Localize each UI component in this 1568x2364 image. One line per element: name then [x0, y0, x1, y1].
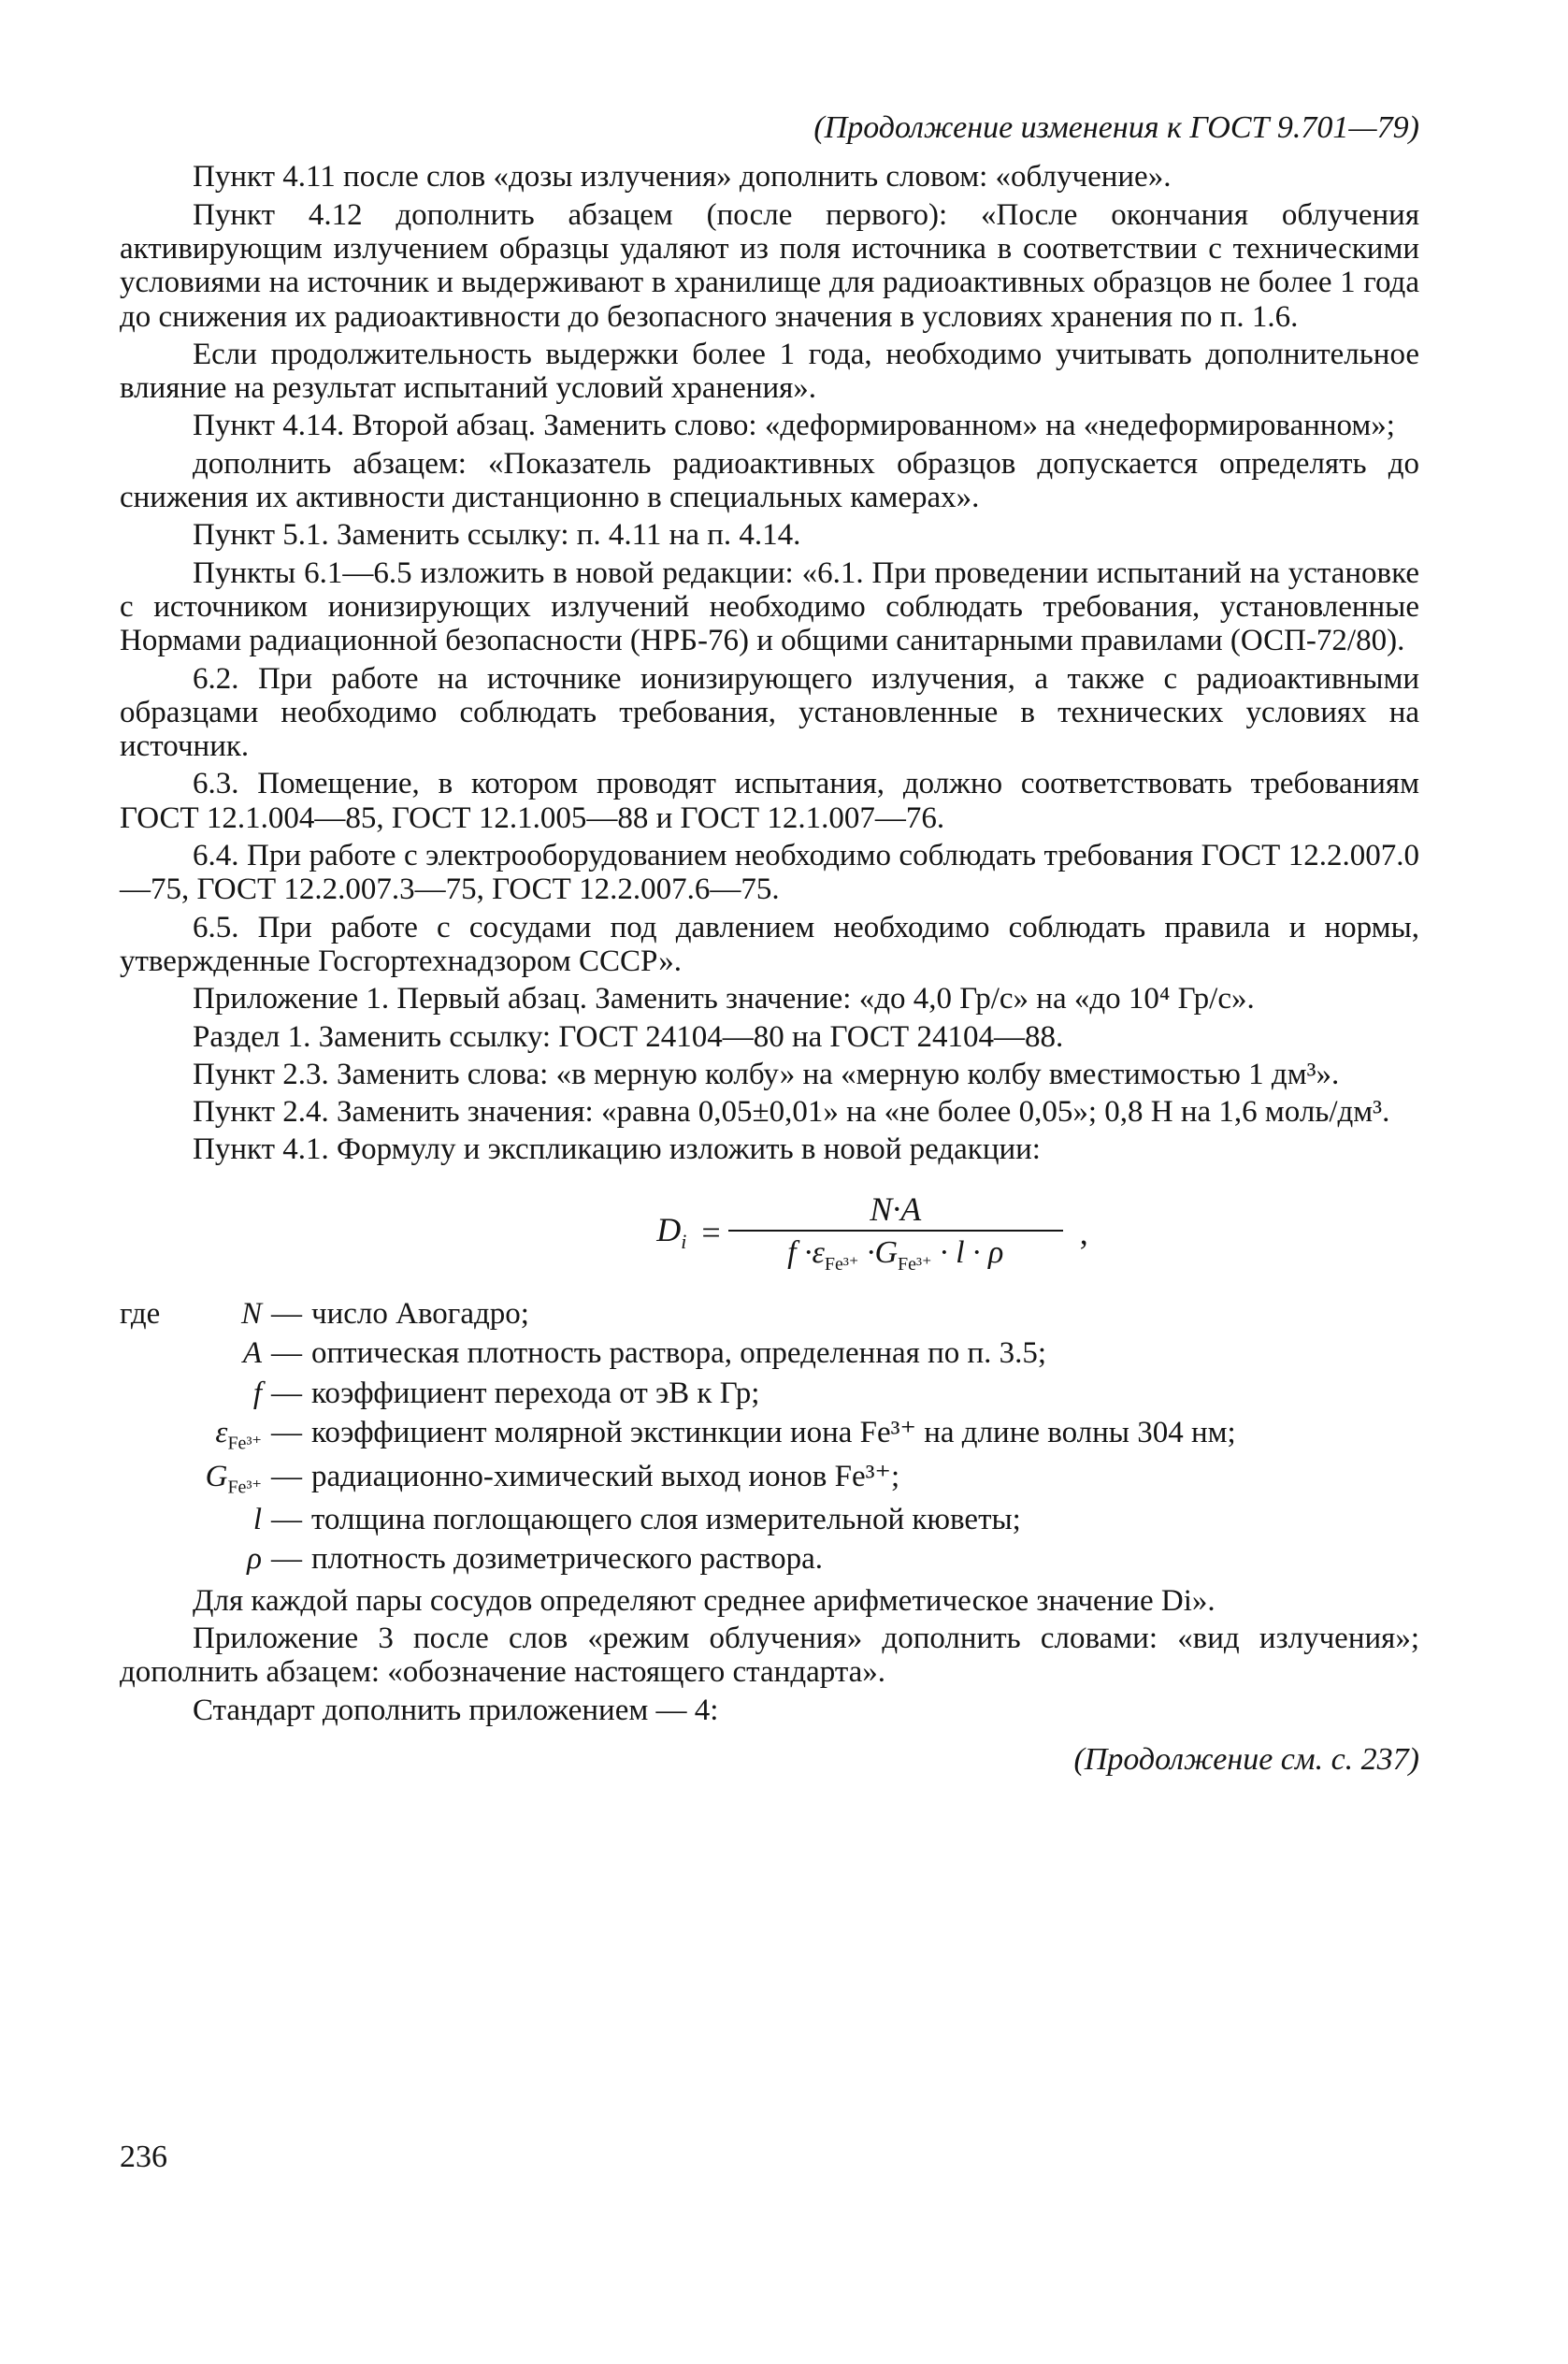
- paragraph: 6.3. Помещение, в котором проводят испытания, должно соответствовать требованиям ГОСТ 12.1.004—85, ГОСТ 12.1.005—88 и ГОСТ 12.1.007—76.: [120, 767, 1419, 835]
- definition-text: плотность дозиметрического раствора.: [311, 1542, 823, 1577]
- formula-lhs: [656, 1212, 686, 1253]
- paragraph: Если продолжительность выдержки более 1 года, необходимо учитывать дополнительное влияние на результат испытаний условий хранения».: [120, 337, 1419, 406]
- den-g-sub: Fe³⁺: [898, 1254, 932, 1276]
- paragraph: Пункты 6.1—6.5 изложить в новой редакции: «6.1. При проведении испытаний на установке с источником ионизирующих излучений необходимо соблюдать требования, установленные Нормами радиационной безопасности (НРБ-76) и общими санитарными правилами (ОСП-72/80).: [120, 555, 1419, 658]
- definition-text: коэффициент перехода от эВ к Гр;: [311, 1376, 760, 1410]
- paragraph: Пункт 4.12 дополнить абзацем (после первого): «После окончания облучения активирующим излучением образцы удаляют из поля источника в соответствии с техническими условиями на источник и выдерживают в хранилище для радиоактивных образцов не более 1 года до снижения их радиоактивности до безопасного значения в условиях хранения по п. 1.6.: [120, 197, 1419, 334]
- definition-dash: —: [271, 1376, 302, 1410]
- formula-comma: ,: [1079, 1213, 1088, 1251]
- text-after-formula: [120, 1584, 1419, 1727]
- definition-dash: —: [271, 1503, 302, 1537]
- definition-row: [120, 1460, 1419, 1498]
- paragraph: Приложение 3 после слов «режим облучения» дополнить словами: «вид излучения»; дополнить абзацем: «обозначение настоящего стандарта».: [120, 1622, 1419, 1690]
- paragraph: Пункт 2.4. Заменить значения: «равна 0,05±0,01» на «не более 0,05»; 0,8 Н на 1,6 моль/дм³.: [193, 1095, 1390, 1130]
- formula-lhs-subscript: i: [681, 1230, 687, 1254]
- paragraph: Пункт 2.3. Заменить слова: «в мерную колбу» на «мерную колбу вместимостью 1 дм³».: [193, 1057, 1340, 1091]
- paragraph: Пункт 4.11 после слов «дозы излучения» дополнить словом: «облучение».: [193, 160, 1172, 195]
- den-epsilon: ε: [812, 1235, 825, 1271]
- paragraph: Раздел 1. Заменить ссылку: ГОСТ 24104—80 на ГОСТ 24104—88.: [193, 1019, 1064, 1054]
- definition-dash: —: [271, 1415, 302, 1449]
- paragraph: Для каждой пары сосудов определяют среднее арифметическое значение Di».: [193, 1583, 1216, 1618]
- definition-text: толщина поглощающего слоя измерительной кюветы;: [311, 1503, 1021, 1537]
- formula-denominator: [787, 1232, 1003, 1275]
- den-dot: ·: [858, 1235, 875, 1271]
- definition-lead: где: [120, 1297, 161, 1332]
- definition-symbol: l: [252, 1503, 262, 1537]
- paragraph: 6.2. При работе на источнике ионизирующего излучения, а также с радиоактивными образцами необходимо соблюдать требования, установленные в технических условиях на источник.: [120, 661, 1419, 764]
- formula-expression: [656, 1191, 1087, 1275]
- paragraph: Приложение 1. Первый абзац. Заменить значение: «до 4,0 Гр/с» на «до 10⁴ Гр/с».: [193, 982, 1255, 1016]
- formula-explication: [120, 1297, 1419, 1577]
- paragraph: Стандарт дополнить приложением — 4:: [193, 1693, 719, 1727]
- paragraph: 6.4. При работе с электрооборудованием необходимо соблюдать требования ГОСТ 12.2.007.0—75, ГОСТ 12.2.007.3—75, ГОСТ 12.2.007.6—75.: [120, 839, 1419, 907]
- definition-row: [120, 1503, 1419, 1536]
- continuation-note: (Продолжение см. с. 237): [1073, 1741, 1419, 1777]
- definition-symbol: $\varepsilon_{Fe^{3+}}$: [215, 1415, 262, 1454]
- definition-dash: —: [271, 1336, 302, 1371]
- definition-row: [120, 1336, 1419, 1370]
- definition-symbol: ρ: [247, 1542, 262, 1577]
- definition-text: оптическая плотность раствора, определенная по п. 3.5;: [311, 1336, 1047, 1371]
- den-f: f ·: [787, 1235, 813, 1271]
- den-tail: · l · ρ: [931, 1235, 1004, 1271]
- definition-row: [120, 1297, 1419, 1331]
- paragraph: Пункт 5.1. Заменить ссылку: п. 4.11 на п. 4.14.: [193, 518, 801, 553]
- document-page: [120, 110, 1419, 1777]
- formula-lhs-symbol: D: [656, 1211, 682, 1249]
- definition-symbol: A: [242, 1336, 262, 1371]
- text-before-formula: [120, 160, 1419, 1166]
- definition-text: радиационно-химический выход ионов Fe³⁺;: [311, 1459, 900, 1493]
- definition-text: коэффициент молярной экстинкции иона Fe³⁺ на длине волны 304 нм;: [311, 1415, 1236, 1449]
- definition-text: число Авогадро;: [311, 1297, 529, 1332]
- den-epsilon-sub: Fe³⁺: [824, 1254, 859, 1276]
- definition-row: [120, 1542, 1419, 1576]
- definition-dash: —: [271, 1542, 302, 1577]
- paragraph: 6.5. При работе с сосудами под давлением необходимо соблюдать правила и нормы, утвержденные Госгортехнадзором СССР».: [120, 910, 1419, 978]
- formula-fraction: [728, 1191, 1063, 1275]
- definition-symbol: f: [252, 1376, 262, 1410]
- formula-numerator: N·A: [728, 1191, 1063, 1232]
- formula-equals: =: [701, 1213, 721, 1251]
- den-g: G: [874, 1235, 899, 1271]
- formula: [120, 1191, 1419, 1275]
- definition-row: [120, 1416, 1419, 1454]
- paragraph: Пункт 4.1. Формулу и экспликацию изложить в новой редакции:: [193, 1132, 1041, 1167]
- paragraph: дополнить абзацем: «Показатель радиоактивных образцов допускается определять до снижения их активности дистанционно в специальных камерах».: [120, 446, 1419, 515]
- definition-symbol: где N: [120, 1297, 262, 1332]
- definition-dash: —: [271, 1297, 302, 1332]
- definition-row: [120, 1377, 1419, 1410]
- definition-dash: —: [271, 1459, 302, 1493]
- paragraph: Пункт 4.14. Второй абзац. Заменить слово: «деформированном» на «недеформированном»;: [193, 409, 1395, 443]
- page-header: (Продолжение изменения к ГОСТ 9.701—79): [813, 110, 1419, 145]
- definition-symbol: $G_{Fe^{3+}}$: [205, 1459, 262, 1498]
- page-number: 236: [120, 2140, 167, 2174]
